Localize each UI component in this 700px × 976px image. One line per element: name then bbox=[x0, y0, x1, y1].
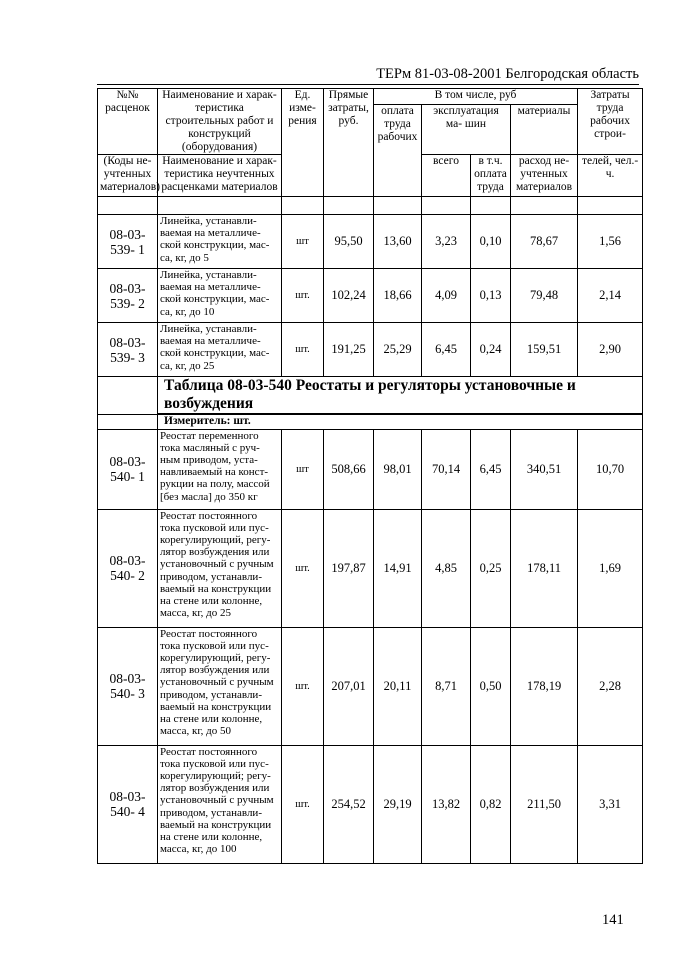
table-row bbox=[98, 509, 643, 627]
row-labor: 98,01 bbox=[374, 429, 422, 509]
row-direct: 254,52 bbox=[324, 745, 374, 863]
row-unit: шт. bbox=[282, 745, 324, 863]
header-machines-labor: в т.ч. оплата труда bbox=[471, 155, 511, 197]
table-section-title: Таблица 08-03-540 Реостаты и регуляторы установочные и возбуждения bbox=[158, 377, 643, 415]
row-machines-total: 6,45 bbox=[422, 323, 471, 377]
row-name: Линейка, устанавли- ваемая на металличе- ской конструкции, мас- са, кг, до 5 bbox=[158, 215, 282, 269]
header-labor-pay: оплата труда рабочих bbox=[374, 105, 422, 197]
row-code: 08-03-539- 3 bbox=[98, 323, 158, 377]
table-row bbox=[98, 323, 643, 377]
row-machines-total: 8,71 bbox=[422, 627, 471, 745]
row-labor: 18,66 bbox=[374, 269, 422, 323]
row-materials: 178,19 bbox=[511, 627, 578, 745]
row-name: Реостат переменного тока масляный с руч- ным приводом, уста- навливаемый на конст- рукции на полу, массой [без масла] до 350 кг bbox=[158, 429, 282, 509]
row-workers: 10,70 bbox=[578, 429, 643, 509]
row-direct: 207,01 bbox=[324, 627, 374, 745]
row-direct: 197,87 bbox=[324, 509, 374, 627]
row-code: 08-03-540- 2 bbox=[98, 509, 158, 627]
row-direct: 95,50 bbox=[324, 215, 374, 269]
table-row bbox=[98, 745, 643, 863]
row-workers: 1,56 bbox=[578, 215, 643, 269]
row-name: Реостат постоянного тока пусковой или пус- корегулирующий; регу- лятор возбуждения или установочный с ручным приводом, устанавли- ваемый на конструкции на стене или колонне, масса, кг, до 100 bbox=[158, 745, 282, 863]
row-machines-labor: 0,24 bbox=[471, 323, 511, 377]
row-code: 08-03-539- 1 bbox=[98, 215, 158, 269]
row-machines-labor: 0,13 bbox=[471, 269, 511, 323]
table-row bbox=[98, 429, 643, 509]
header-worker-costs-top: Затраты труда рабочих строи- bbox=[578, 89, 643, 155]
row-labor: 25,29 bbox=[374, 323, 422, 377]
row-labor: 14,91 bbox=[374, 509, 422, 627]
header-name-bottom: Наименование и харак- теристика неучтенных расценками материалов bbox=[158, 155, 282, 197]
row-materials: 340,51 bbox=[511, 429, 578, 509]
row-materials: 79,48 bbox=[511, 269, 578, 323]
header-machines-total: всего bbox=[422, 155, 471, 197]
row-materials: 159,51 bbox=[511, 323, 578, 377]
row-labor: 29,19 bbox=[374, 745, 422, 863]
row-machines-total: 70,14 bbox=[422, 429, 471, 509]
row-unit: шт. bbox=[282, 627, 324, 745]
row-unit: шт bbox=[282, 429, 324, 509]
row-workers: 3,31 bbox=[578, 745, 643, 863]
header-name-top: Наименование и харак- теристика строительных работ и конструкций (оборудования) bbox=[158, 89, 282, 155]
row-unit: шт. bbox=[282, 323, 324, 377]
row-workers: 2,90 bbox=[578, 323, 643, 377]
header-incl-group: В том числе, руб bbox=[374, 89, 578, 105]
row-machines-labor: 0,10 bbox=[471, 215, 511, 269]
row-materials: 78,67 bbox=[511, 215, 578, 269]
row-materials: 178,11 bbox=[511, 509, 578, 627]
row-name: Линейка, устанавли- ваемая на металличе- ской конструкции, мас- са, кг, до 25 bbox=[158, 323, 282, 377]
table-row bbox=[98, 215, 643, 269]
header-worker-costs-bottom: телей, чел.-ч. bbox=[578, 155, 643, 197]
row-unit: шт. bbox=[282, 509, 324, 627]
row-name: Линейка, устанавли- ваемая на металличе- ской конструкции, мас- са, кг, до 10 bbox=[158, 269, 282, 323]
row-workers: 1,69 bbox=[578, 509, 643, 627]
row-workers: 2,28 bbox=[578, 627, 643, 745]
row-labor: 20,11 bbox=[374, 627, 422, 745]
row-workers: 2,14 bbox=[578, 269, 643, 323]
row-machines-total: 3,23 bbox=[422, 215, 471, 269]
row-code: 08-03-539- 2 bbox=[98, 269, 158, 323]
row-unit: шт. bbox=[282, 269, 324, 323]
header-machines: эксплуатация ма- шин bbox=[422, 105, 511, 155]
page-number: 141 bbox=[602, 912, 624, 928]
header-direct-costs: Прямые затраты, руб. bbox=[324, 89, 374, 197]
row-machines-total: 13,82 bbox=[422, 745, 471, 863]
header-code-top: №№ расценок bbox=[98, 89, 158, 155]
row-direct: 508,66 bbox=[324, 429, 374, 509]
row-machines-total: 4,09 bbox=[422, 269, 471, 323]
header-materials-extra: расход не- учтенных материалов bbox=[511, 155, 578, 197]
header-code-bottom: (Коды не- учтенных материалов) bbox=[98, 155, 158, 197]
row-machines-labor: 6,45 bbox=[471, 429, 511, 509]
row-labor: 13,60 bbox=[374, 215, 422, 269]
table-row bbox=[98, 627, 643, 745]
row-direct: 102,24 bbox=[324, 269, 374, 323]
row-code: 08-03-540- 1 bbox=[98, 429, 158, 509]
row-materials: 211,50 bbox=[511, 745, 578, 863]
row-machines-total: 4,85 bbox=[422, 509, 471, 627]
price-table bbox=[97, 88, 643, 864]
table-row bbox=[98, 269, 643, 323]
page-header-title: ТЕРм 81-03-08-2001 Белгородская область bbox=[97, 66, 639, 85]
header-materials: материалы bbox=[511, 105, 578, 155]
row-direct: 191,25 bbox=[324, 323, 374, 377]
row-code: 08-03-540- 3 bbox=[98, 627, 158, 745]
row-machines-labor: 0,82 bbox=[471, 745, 511, 863]
row-unit: шт bbox=[282, 215, 324, 269]
measure-unit-label: Измеритель: шт. bbox=[158, 414, 643, 429]
row-name: Реостат постоянного тока пусковой или пус- корегулирующий, регу- лятор возбуждения или установочный с ручным приводом, устанавли- ваемый на конструкции на стене или колонне, масса, кг, до 50 bbox=[158, 627, 282, 745]
header-unit: Ед. изме- рения bbox=[282, 89, 324, 197]
row-name: Реостат постоянного тока пусковой или пус- корегулирующий, регу- лятор возбуждения или установочный с ручным приводом, устанавли- ваемый на конструкции на стене или колонне, масса, кг, до 25 bbox=[158, 509, 282, 627]
row-code: 08-03-540- 4 bbox=[98, 745, 158, 863]
row-machines-labor: 0,25 bbox=[471, 509, 511, 627]
row-machines-labor: 0,50 bbox=[471, 627, 511, 745]
